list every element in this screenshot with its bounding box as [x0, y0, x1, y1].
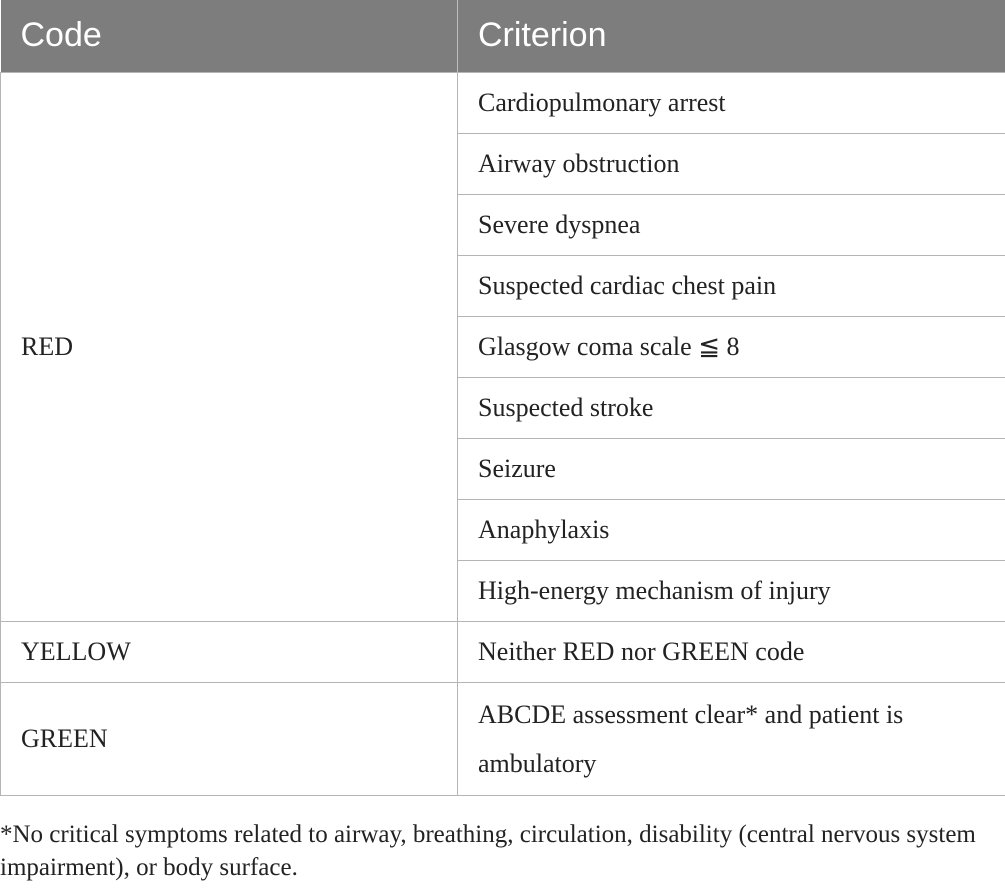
criterion-cell: ABCDE assessment clear* and patient is ambulatory: [458, 682, 1005, 795]
criterion-cell: Severe dyspnea: [458, 194, 1005, 255]
criterion-cell: Suspected stroke: [458, 377, 1005, 438]
code-cell-yellow: YELLOW: [1, 621, 458, 682]
criterion-cell: Airway obstruction: [458, 133, 1005, 194]
code-cell-green: GREEN: [1, 682, 458, 795]
criterion-cell: Neither RED nor GREEN code: [458, 621, 1005, 682]
criterion-cell: Glasgow coma scale ≦ 8: [458, 316, 1005, 377]
code-cell-red: RED: [1, 72, 458, 621]
table-row-red-1: [1, 72, 1005, 133]
table-row-yellow: [1, 621, 1005, 682]
table-body: [1, 72, 1005, 795]
header-row: [1, 0, 1005, 72]
criterion-cell: Cardiopulmonary arrest: [458, 72, 1005, 133]
criterion-cell: High-energy mechanism of injury: [458, 560, 1005, 621]
header-criterion: Criterion: [458, 0, 1005, 72]
criterion-cell: Seizure: [458, 438, 1005, 499]
table-footnote: *No critical symptoms related to airway, breathing, circulation, disability (central nervous system impairment), or body surface.: [0, 821, 976, 881]
table-header: [1, 0, 1005, 72]
header-code: Code: [1, 0, 458, 72]
criterion-cell: Suspected cardiac chest pain: [458, 255, 1005, 316]
criterion-cell: Anaphylaxis: [458, 499, 1005, 560]
table-row-green: [1, 682, 1005, 795]
